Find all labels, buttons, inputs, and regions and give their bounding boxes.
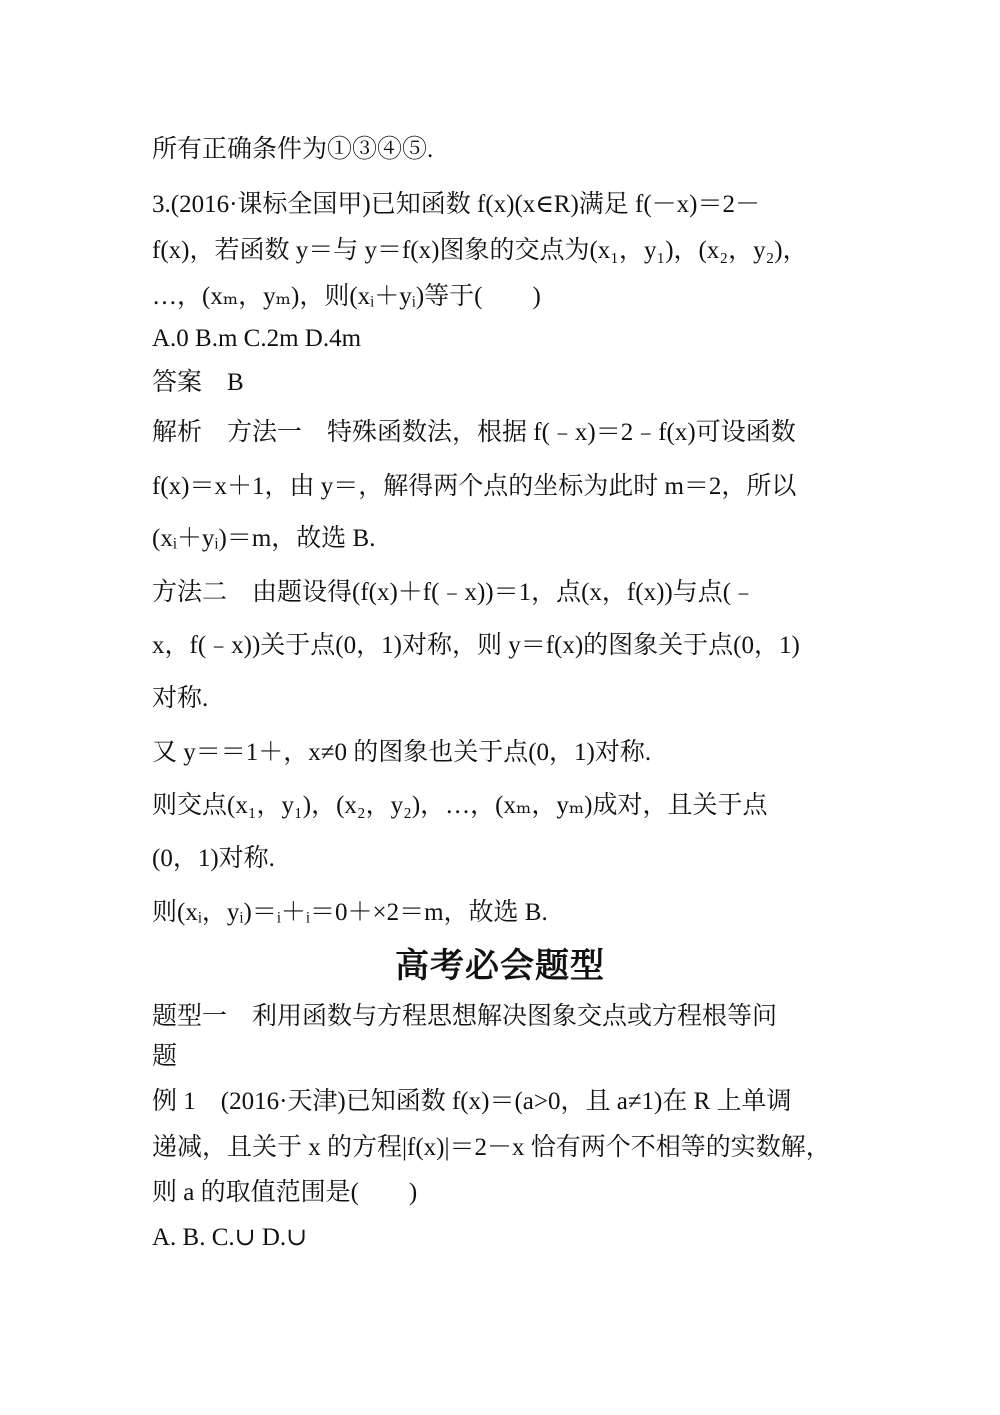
answer-options: A. B. C.∪ D.∪ xyxy=(152,1224,308,1251)
example-line: 例 1 (2016·天津)已知函数 f(x)＝(a>0，且 a≠1)在 R 上单调 xyxy=(152,1088,792,1115)
question-type-title: 题型一 利用函数与方程思想解决图象交点或方程根等问 xyxy=(152,1003,778,1030)
text-line: 又 y＝＝1＋，x≠0 的图象也关于点(0，1)对称. xyxy=(152,739,652,766)
text-line: 则交点(x₁，y₁)，(x₂，y₂)，…，(xₘ，yₘ)成对，且关于点 xyxy=(152,792,768,819)
question-type-title: 题 xyxy=(152,1043,178,1070)
text-line: f(x)，若函数 y＝与 y＝f(x)图象的交点为(x₁，y₁)，(x₂，y₂)， xyxy=(152,237,808,264)
answer-line: 答案 B xyxy=(152,369,244,396)
text-line: f(x)＝x＋1，由 y＝，解得两个点的坐标为此时 m＝2，所以 xyxy=(152,473,797,500)
text-line: 则(xᵢ，yᵢ)＝ᵢ＋ᵢ＝0＋×2＝m，故选 B. xyxy=(152,899,548,926)
text-line: x，f(﹣x))关于点(0，1)对称，则 y＝f(x)的图象关于点(0，1) xyxy=(152,632,800,659)
text-line: 方法二 由题设得(f(x)＋f(﹣x))＝1，点(x，f(x))与点(﹣ xyxy=(152,579,757,606)
example-line: 递减，且关于 x 的方程|f(x)|＝2－x 恰有两个不相等的实数解， xyxy=(152,1134,831,1161)
example-line: 则 a 的取值范围是( ) xyxy=(152,1179,418,1206)
text-line: 所有正确条件为①③④⑤. xyxy=(152,136,434,163)
text-line: …，(xₘ，yₘ)，则(xᵢ＋yᵢ)等于( ) xyxy=(152,283,541,310)
answer-options: A.0 B.m C.2m D.4m xyxy=(152,325,362,352)
text-line: 解析 方法一 特殊函数法，根据 f(﹣x)＝2﹣f(x)可设函数 xyxy=(152,419,796,446)
text-line: (xᵢ＋yᵢ)＝m，故选 B. xyxy=(152,525,376,552)
text-line: 3.(2016·课标全国甲)已知函数 f(x)(x∈R)满足 f(－x)＝2－ xyxy=(152,191,761,218)
text-line: 对称. xyxy=(152,685,209,712)
text-line: (0，1)对称. xyxy=(152,845,275,872)
section-heading: 高考必会题型 xyxy=(395,946,605,986)
